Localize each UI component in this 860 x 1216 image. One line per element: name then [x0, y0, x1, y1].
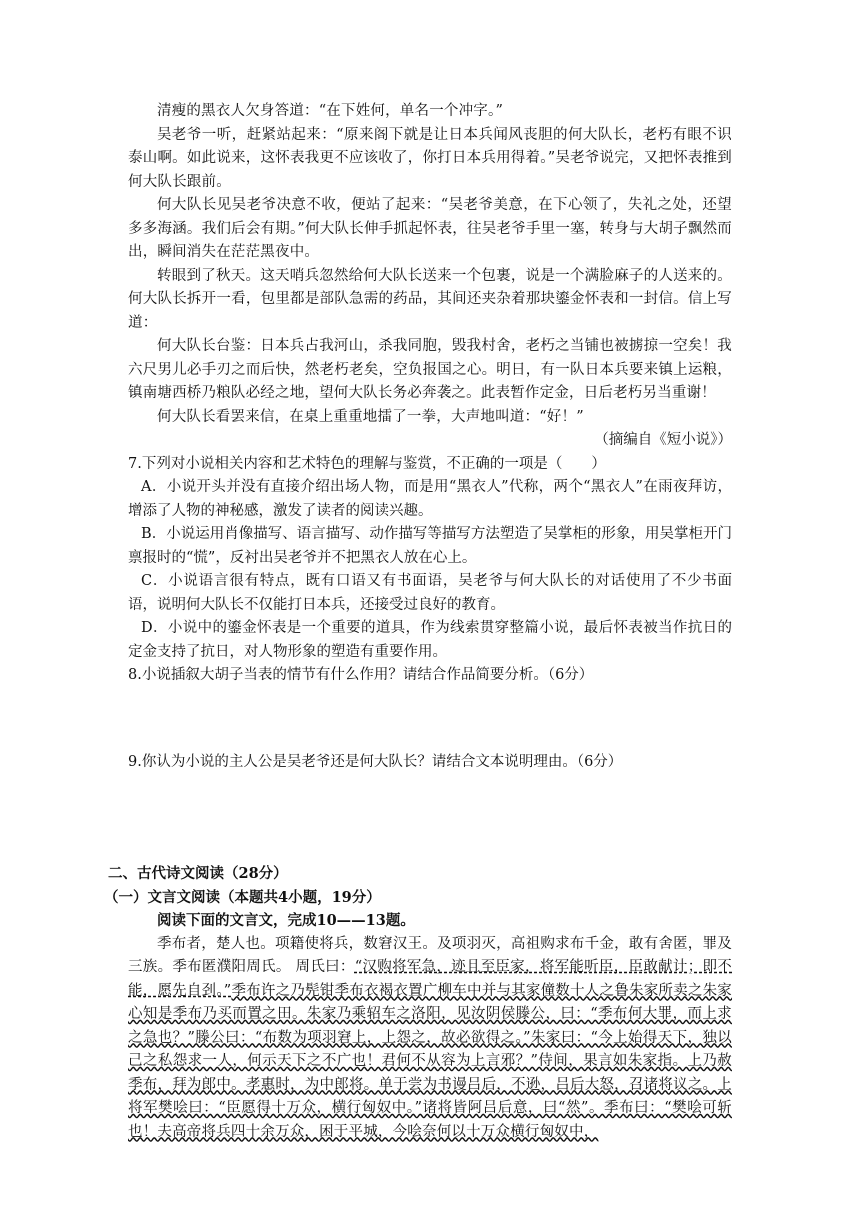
question-7-option-a: A．小说开头并没有直接介绍出场人物，而是用“黑衣人”代称，两个“黑衣人”在雨夜拜访，增添了人物的神秘感，激发了读者的阅读兴趣。: [128, 479, 732, 519]
story-paragraph: 吴老爷一听，赶紧站起来：“原来阁下就是让日本兵闻风丧胆的何大队长，老朽有眼不识泰山啊。如此说来，这怀表我更不应该收了，你打日本兵用得着。”吴老爷说完，又把怀表推到何大队长跟前。: [128, 126, 732, 190]
underlined-sentence: “汉购将军急，迹且至臣家，将军能听臣，臣敢献计；即不能，愿先自刭。”: [128, 959, 732, 999]
answer-space: [128, 688, 732, 751]
question-7-option-b: B．小说运用肖像描写、语言描写、动作描写等描写方法塑造了吴掌柜的形象，用吴掌柜开门禀报时的“慌”，反衬出吴老爷并不把黑衣人放在心上。: [128, 526, 732, 566]
question-8: 8.小说插叙大胡子当表的情节有什么作用？请结合作品简要分析。（6分）: [128, 667, 594, 683]
classical-text-part: 季布者，楚人也。项籍使将兵，数窘汉王。及项羽灭，高祖购求布千金，敢有舍匿，罪及三族。季布匿濮阳周氏。 周氏曰：: [128, 935, 732, 975]
story-paragraph: 转眼到了秋天。这天哨兵忽然给何大队长送来一个包裹，说是一个满脸麻子的人送来的。何大队长拆开一看，包里都是部队急需的药品，其间还夹杂着那块鎏金怀表和一封信。信上写道：: [128, 267, 732, 331]
story-paragraph: 何大队长看罢来信，在桌上重重地擂了一拳，大声地叫道：“好！”: [157, 408, 584, 425]
section-title: 二、古代诗文阅读（28分）: [108, 865, 288, 882]
question-9: 9.你认为小说的主人公是吴老爷还是何大队长？请结合文本说明理由。（6分）: [128, 753, 623, 770]
document-page: [104, 100, 733, 1144]
wavy-underlined-text: 季布许之乃髡钳季布衣褐衣置广柳车中并与其家僮数十人之鲁朱家所卖之朱家心知是季布乃买而置之田。朱家乃乘轺车之洛阳，见汝阴侯滕公，曰：“季布何大罪，而上求之急也？”滕公曰：“布数为项羽窘上，上怨之，故必欲得之。”朱家曰：“今上始得天下，独以己之私怨求一人，何示天下之不广也！君何不从容为上言邪？”侍间，果言如朱家指。上乃赦季布，拜为郎中。孝惠时，为中郎将。单于尝为书谩吕后，不逊，吕后大怒，召诸将议之。上将军樊哙曰：“臣愿得十万众，横行匈奴中。”诸将皆阿吕后意，曰“然”。季布曰：“樊哙可斩也！夫高帝将兵四十余万众，困于平城，今哙奈何以十万众横行匈奴中，: [128, 982, 733, 1140]
answer-space: [128, 774, 732, 862]
question-7: 7.下列对小说相关内容和艺术特色的理解与鉴赏，不正确的一项是（ ）: [128, 455, 606, 472]
story-paragraph: 何大队长见吴老爷决意不收，便站了起来：“吴老爷美意，在下心领了，失礼之处，还望多多海涵。我们后会有期。”何大队长伸手抓起怀表，往吴老爷手里一塞，转身与大胡子飘然而出，瞬间消失在茫茫黑夜中。: [128, 197, 732, 260]
question-7-option-d: D．小说中的鎏金怀表是一个重要的道具，作为线索贯穿整篇小说，最后怀表被当作抗日的定金支持了抗日，对人物形象的塑造有重要作用。: [128, 620, 732, 660]
question-7-option-c: C．小说语言很有特点，既有口语又有书面语，吴老爷与何大队长的对话使用了不少书面语，说明何大队长不仅能打日本兵，还接受过良好的教育。: [128, 573, 732, 613]
story-letter: 何大队长台鉴：日本兵占我河山，杀我同胞，毁我村舍，老朽之当铺也被掳掠一空矣！我六尺男儿必手刃之而后快，然老朽老矣，空负报国之心。明日，有一队日本兵要来镇上运粮，镇南塘西桥乃粮队必经之地，望何大队长务必奔袭之。此表暂作定金，日后老朽另当重谢！: [128, 338, 732, 401]
subsection-title: （一）文言文阅读（本题共4小题，19分）: [104, 888, 381, 906]
instruction: 阅读下面的文言文，完成10——13题。: [157, 912, 415, 929]
classical-text: [128, 933, 732, 1145]
source-citation: （摘编自《短小说》）: [594, 432, 732, 448]
story-paragraph: 清瘦的黑衣人欠身答道：“在下姓何，单名一个冲字。”: [157, 103, 504, 119]
